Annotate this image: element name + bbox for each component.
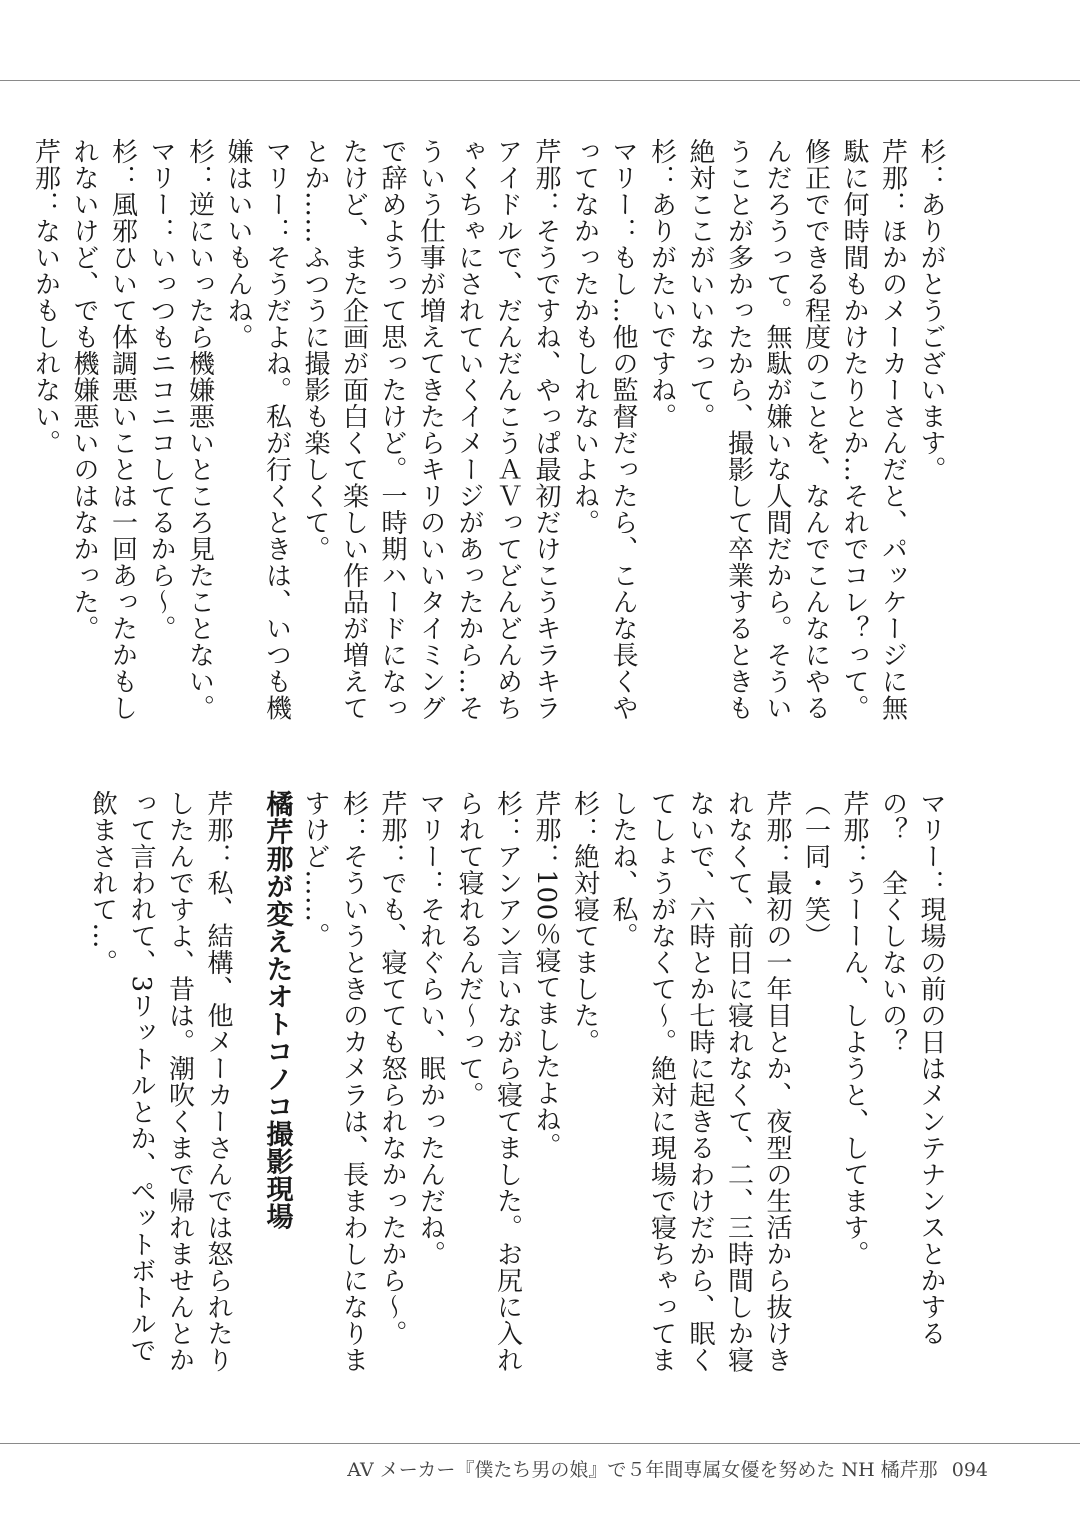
interview-line: マリー：もし…他の監督だったら、こんな長くやってなかったかもしれないよね。 — [569, 138, 638, 721]
interview-line: 杉：逆にいったら機嫌悪いところ見たことない。 — [184, 138, 215, 721]
interview-line: 芹那：100％寝てましたよね。 — [531, 790, 561, 1160]
interview-line: 杉：絶対寝てました。 — [569, 790, 600, 1055]
interview-line: 杉：そういうときのカメラは、長まわしになりますけど……。 — [300, 790, 369, 1373]
interview-line: 芹那：最初の一年目とか、夜型の生活から抜けきれなくて、前日に寝れなくて、二、三時間しか寝ないで、六時とか七時に起きるわけだから、眠くてしょうがなくて～。絶対に現場で寝ちゃってましたね、私。 — [608, 790, 792, 1373]
interview-line: 芹那：でも、寝てても怒られなかったから～。 — [377, 790, 407, 1347]
top-rule — [0, 80, 1080, 81]
interview-line: 杉：アンアン言いながら寝てました。お尻に入れられて寝れるんだ～って。 — [454, 790, 523, 1373]
interview-line: マリー：それぐらい、眠かったんだね。 — [415, 790, 446, 1267]
interview-line: 杉：ありがとうございます。 — [916, 138, 946, 483]
interview-line: 芹那：うーーん、しようと、してます。 — [839, 790, 869, 1267]
interview-line: 杉：風邪ひいて体調悪いことは一回あったかもしれないけど、でも機嫌悪いのはなかった。 — [69, 138, 138, 721]
interview-line: マリー：現場の前の日はメンテナンスとかするの？ 全くしないの？ — [877, 790, 946, 1347]
interview-line: マリー：いっつもニコニコしてるから～。 — [146, 138, 176, 642]
interview-line: 芹那：ないかもしれない。 — [30, 138, 61, 456]
interview-line: マリー：そうだよね。私が行くときは、いつも機嫌はいいもんね。 — [223, 138, 292, 721]
page-number: 094 — [951, 1459, 988, 1481]
interview-line: 芹那：ほかのメーカーさんだと、パッケージに無駄に何時間もかけたりとか…それでコレ？って。修正でできる程度のことを、なんでこんなにやるんだろうって。無駄が嫌いな人間だから。そういうことが多かったから、撮影して卒業するときも絶対ここがいいなって。 — [685, 138, 908, 721]
interview-line: 杉：ありがたいですね。 — [646, 138, 677, 430]
running-footer — [339, 1455, 988, 1482]
section-heading: 橘芹那が変えたオトコノコ撮影現場 — [261, 790, 293, 1230]
interview-bottom-block — [83, 790, 950, 1390]
bottom-rule — [0, 1443, 1080, 1444]
interview-line: 芹那：私、結構、他メーカーさんでは怒られたりしたんですよ、昔は。潮吹くまで帰れませんとかって言われて、3リットルとか、ペットボトルで飲まされて…。 — [87, 790, 233, 1373]
footer-title: AV メーカー『僕たち男の娘』で５年間専属女優を努めた NH 橘芹那 — [347, 1459, 938, 1481]
interview-top-block — [26, 138, 950, 738]
interview-line: （一同・笑） — [800, 790, 831, 949]
interview-line: 芹那：そうですね、やっぱ最初だけこうキラキラアイドルで、だんだんこうＡＶってどんどんめちゃくちゃにされていくイメージがあったから…そういう仕事が増えてきたらキリのいいタイミングで辞めようって思ったけど。一時期ハードになったけど、また企画が面白くて楽しい作品が増えてとか……ふつうに撮影も楽しくて。 — [300, 138, 561, 721]
